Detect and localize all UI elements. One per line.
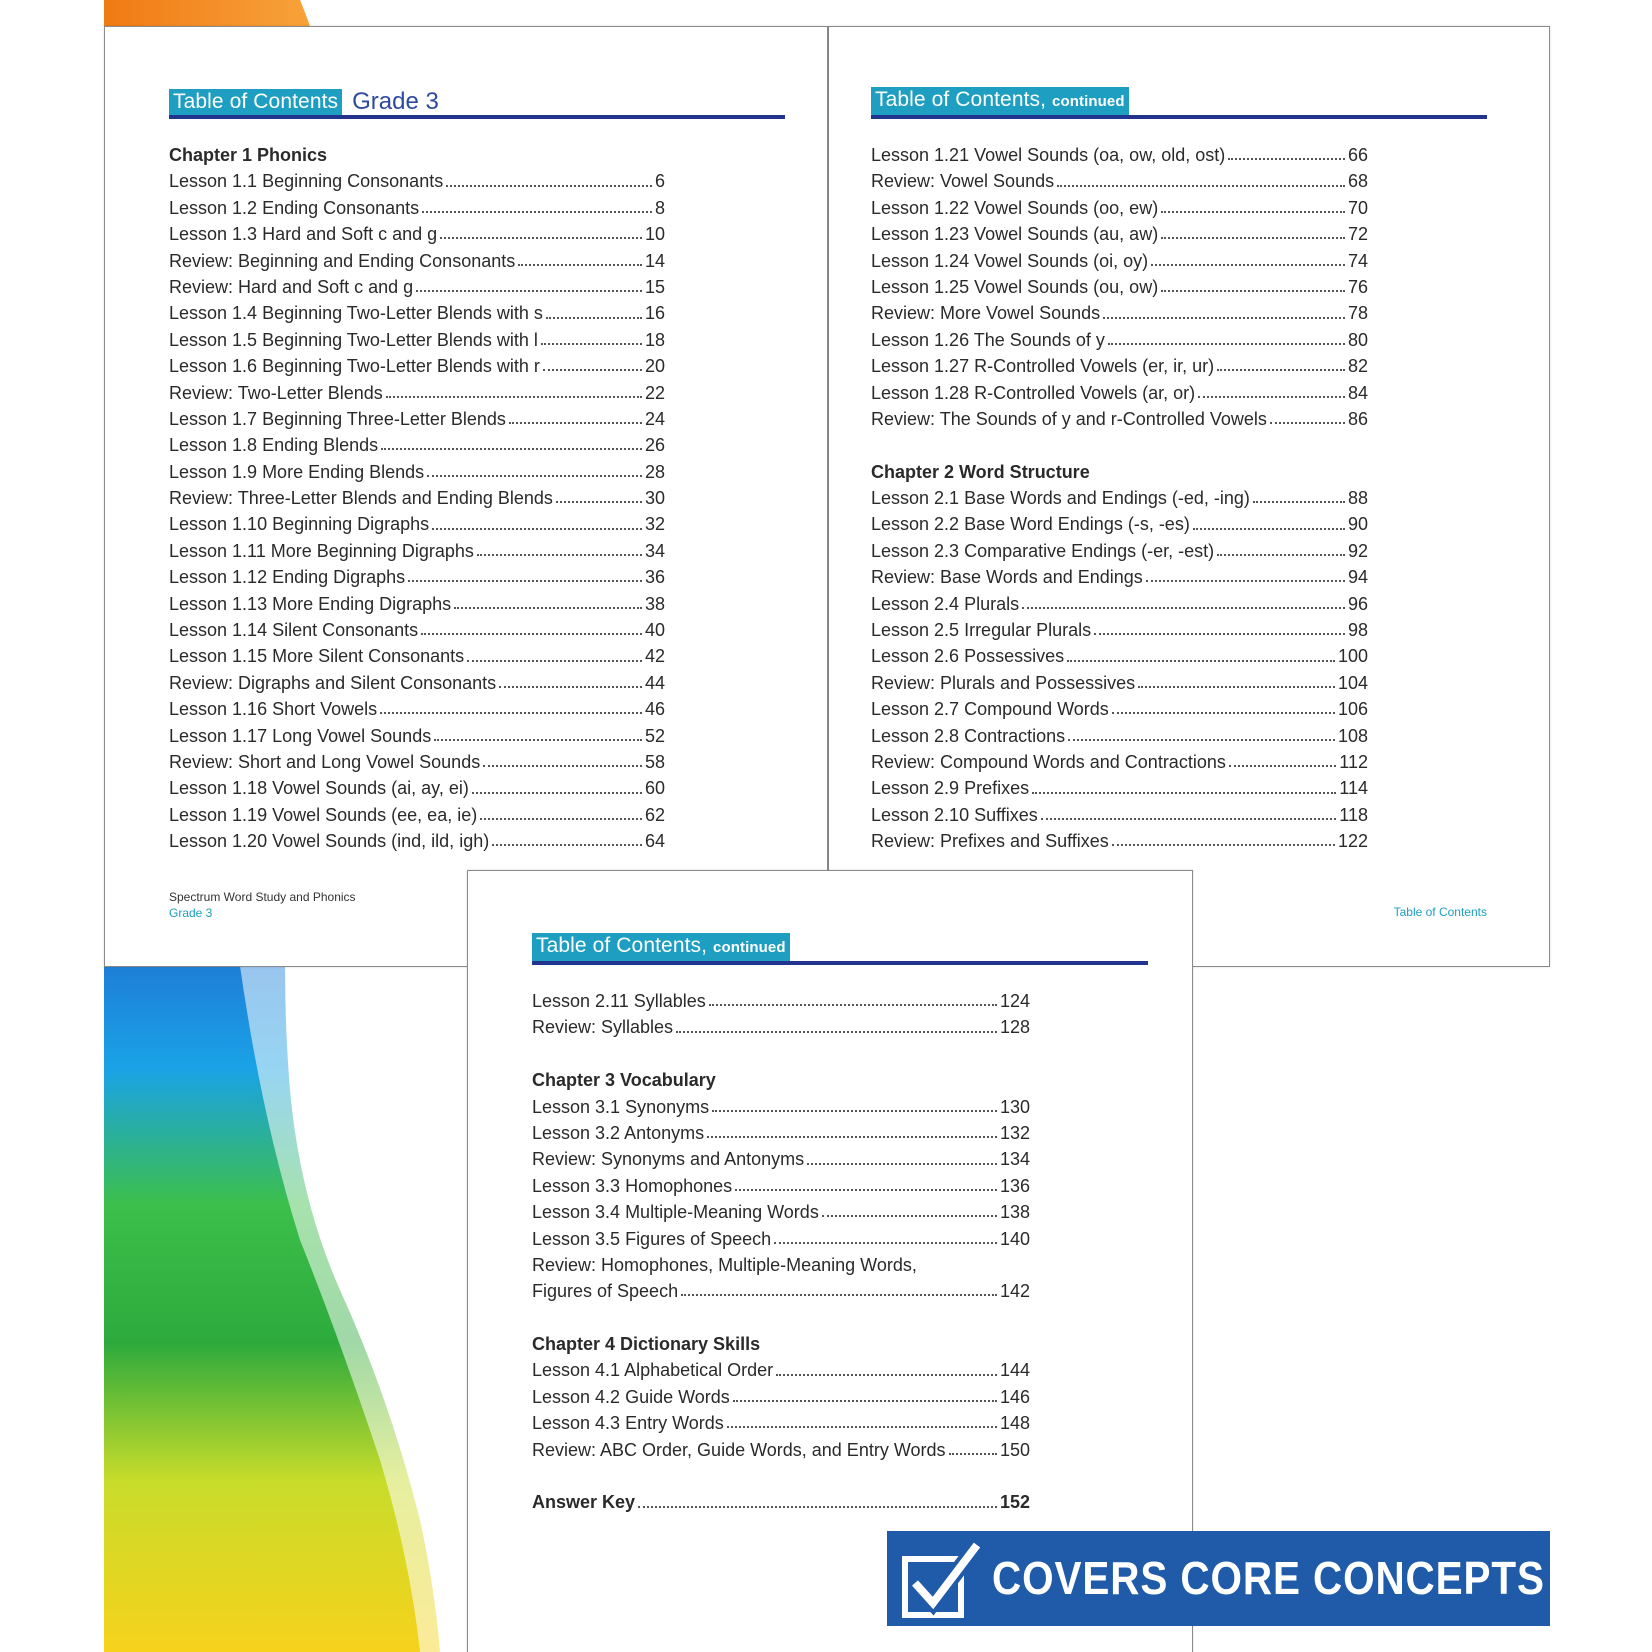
toc-entry: [169, 353, 665, 379]
dot-leader: [421, 633, 642, 635]
toc-entry: [169, 168, 665, 194]
toc-heading-chip: [871, 87, 1129, 115]
toc-heading-continued: [532, 934, 1148, 965]
toc-page-number: 108: [1337, 725, 1368, 746]
dot-leader: [681, 1294, 997, 1296]
toc-entry-label: Review: Compound Words and Contractions: [871, 751, 1226, 772]
toc-page-number: 90: [1347, 514, 1368, 535]
toc-entry-label: Lesson 1.14 Silent Consonants: [169, 620, 419, 641]
toc-entry-label: Lesson 1.19 Vowel Sounds (ee, ea, ie): [169, 804, 478, 825]
toc-page-left: [104, 26, 828, 967]
chapter-heading: [871, 459, 1368, 485]
dot-leader: [776, 1374, 997, 1376]
toc-entry: [169, 248, 665, 274]
toc-entry-label: Lesson 2.11 Syllables: [532, 991, 706, 1011]
toc-entry-label: Chapter 4 Dictionary Skills: [532, 1334, 761, 1355]
toc-page-number: 15: [644, 276, 665, 297]
toc-page-number: 100: [1337, 646, 1368, 667]
toc-entry-label: Lesson 1.17 Long Vowel Sounds: [169, 725, 432, 746]
dot-leader: [1161, 237, 1345, 239]
toc-page-number: 150: [999, 1439, 1030, 1460]
toc-entry: [871, 723, 1368, 749]
dot-leader: [1138, 686, 1335, 688]
toc-entry: [871, 327, 1368, 353]
toc-entry-label: Lesson 1.1 Beginning Consonants: [169, 171, 444, 192]
toc-entry-label: Lesson 4.2 Guide Words: [532, 1386, 730, 1407]
toc-entry-label: Lesson 3.1 Synonyms: [532, 1096, 710, 1117]
toc-page-number: 64: [644, 831, 665, 852]
toc-entry: [169, 723, 665, 749]
toc-entry: [169, 327, 665, 353]
dot-leader: [1217, 369, 1345, 371]
dot-leader: [676, 1031, 997, 1033]
toc-entry: [169, 617, 665, 643]
dot-leader: [467, 660, 642, 662]
dot-leader: [446, 185, 652, 187]
dot-leader: [638, 1506, 997, 1508]
dot-leader: [408, 580, 642, 582]
toc-entry: [871, 564, 1368, 590]
dot-leader: [483, 765, 642, 767]
toc-page-number: 148: [999, 1413, 1030, 1434]
toc-entry: [169, 538, 665, 564]
toc-entry-label: Lesson 4.1 Alphabetical Order: [532, 1360, 774, 1381]
covers-core-concepts-badge: [887, 1531, 1550, 1626]
toc-entry: [871, 828, 1368, 854]
dot-leader: [1103, 317, 1345, 319]
toc-page-number: 124: [999, 991, 1030, 1011]
toc-entry-label: Lesson 1.10 Beginning Digraphs: [169, 514, 430, 535]
dot-leader: [1112, 844, 1335, 846]
section-spacer: [532, 1305, 1030, 1331]
toc-page-number: 80: [1347, 329, 1368, 350]
toc-entry: [871, 353, 1368, 379]
toc-entry: [169, 300, 665, 326]
toc-entry: [169, 696, 665, 722]
toc-page-number: 112: [1339, 751, 1368, 772]
toc-entry-label: Review: ABC Order, Guide Words, and Entry Words: [532, 1439, 946, 1460]
dot-leader: [543, 369, 642, 371]
toc-page-number: 58: [644, 751, 665, 772]
toc-entry: [532, 1014, 1030, 1040]
toc-page-number: 98: [1347, 620, 1368, 641]
toc-entry-label: Lesson 1.25 Vowel Sounds (ou, ow): [871, 276, 1159, 297]
toc-page-number: 96: [1347, 593, 1368, 614]
toc-list-left: [169, 142, 665, 855]
toc-page-number: 138: [999, 1202, 1030, 1223]
dot-leader: [416, 290, 642, 292]
toc-heading-chip: Table of Contents: [169, 89, 342, 115]
toc-entry: [871, 485, 1368, 511]
toc-page-number: 106: [1337, 699, 1368, 720]
dot-leader: [1217, 554, 1345, 556]
toc-entry: [169, 591, 665, 617]
toc-entry-label: Lesson 1.26 The Sounds of y: [871, 329, 1105, 350]
dot-leader: [1151, 264, 1345, 266]
toc-entry: [871, 538, 1368, 564]
toc-entry: [871, 380, 1368, 406]
toc-entry-label: Lesson 1.12 Ending Digraphs: [169, 567, 406, 588]
dot-leader: [707, 1136, 997, 1138]
toc-entry: [169, 459, 665, 485]
toc-entry-label: Review: Digraphs and Silent Consonants: [169, 672, 497, 693]
toc-page-number: 26: [644, 435, 665, 456]
toc-entry-label: Lesson 1.27 R-Controlled Vowels (er, ir, ur): [871, 356, 1215, 377]
continued-label: continued: [713, 939, 786, 956]
toc-entry-label: Review: Plurals and Possessives: [871, 672, 1136, 693]
dot-leader: [709, 1004, 997, 1006]
dot-leader: [1229, 765, 1336, 767]
toc-page-number: 16: [644, 303, 665, 324]
toc-entry: [871, 300, 1368, 326]
toc-entry-label: Review: Short and Long Vowel Sounds: [169, 751, 481, 772]
dot-leader: [386, 396, 642, 398]
toc-entry-label: Review: Two-Letter Blends: [169, 382, 383, 403]
answer-key-entry: [532, 1489, 1030, 1515]
toc-entry: [871, 617, 1368, 643]
dot-leader: [1161, 290, 1345, 292]
toc-heading-text: Table of Contents,: [875, 88, 1047, 111]
toc-page-number: 42: [644, 646, 665, 667]
toc-page-number: 38: [644, 593, 665, 614]
dot-leader: [492, 844, 642, 846]
toc-page-number: 66: [1347, 145, 1368, 165]
dot-leader: [381, 448, 642, 450]
toc-page-number: 62: [644, 804, 665, 825]
toc-entry: [532, 1357, 1030, 1383]
toc-entry: [169, 828, 665, 854]
toc-list-bottom: [532, 988, 1030, 1516]
dot-leader: [1068, 739, 1335, 741]
toc-entry-label: Lesson 1.24 Vowel Sounds (oi, oy): [871, 250, 1149, 271]
dot-leader: [1041, 818, 1337, 820]
toc-entry-label: Lesson 1.15 More Silent Consonants: [169, 646, 465, 667]
checkmark-icon: [901, 1539, 983, 1619]
continued-label: continued: [1052, 93, 1125, 110]
toc-entry: [169, 432, 665, 458]
toc-page-number: 92: [1347, 540, 1368, 561]
dot-leader: [1270, 422, 1345, 424]
toc-entry-label: Lesson 2.1 Base Words and Endings (-ed, -ing): [871, 488, 1250, 509]
toc-entry-label: Lesson 3.5 Figures of Speech: [532, 1228, 772, 1249]
toc-entry-label: Review: Three-Letter Blends and Ending Blends: [169, 488, 553, 509]
toc-entry: [532, 988, 1030, 1014]
toc-entry: [169, 802, 665, 828]
toc-entry-label: Lesson 1.2 Ending Consonants: [169, 197, 420, 218]
dot-leader: [440, 237, 642, 239]
toc-entry: [532, 1384, 1030, 1410]
toc-entry: [871, 221, 1368, 247]
footer-book-title: Spectrum Word Study and Phonics: [169, 890, 356, 904]
section-spacer: [532, 1463, 1030, 1489]
toc-entry: [871, 248, 1368, 274]
toc-page-number: 88: [1347, 488, 1368, 509]
dot-leader: [807, 1163, 997, 1165]
toc-page-number: 84: [1347, 382, 1368, 403]
toc-entry-label: Chapter 1 Phonics: [169, 145, 328, 165]
toc-entry: [169, 274, 665, 300]
toc-page-number: 46: [644, 699, 665, 720]
toc-entry: [871, 591, 1368, 617]
toc-entry: [169, 221, 665, 247]
toc-entry-label: Lesson 2.3 Comparative Endings (-er, -est): [871, 540, 1215, 561]
toc-entry: [532, 1094, 1030, 1120]
toc-page-number: 118: [1339, 804, 1368, 825]
toc-page-number: 32: [644, 514, 665, 535]
toc-entry-label: Lesson 2.5 Irregular Plurals: [871, 620, 1092, 641]
toc-page-number: 130: [999, 1096, 1030, 1117]
page-footer: [169, 889, 356, 921]
dot-leader: [518, 264, 642, 266]
toc-entry-label: Lesson 1.6 Beginning Two-Letter Blends with r: [169, 356, 540, 377]
toc-entry: [532, 1173, 1030, 1199]
toc-page-number: 28: [644, 461, 665, 482]
toc-grade-label: Grade 3: [352, 88, 439, 115]
dot-leader: [1198, 396, 1345, 398]
toc-page-number: 82: [1347, 356, 1368, 377]
toc-entry: [871, 406, 1368, 432]
dot-leader: [477, 554, 642, 556]
dot-leader: [735, 1189, 997, 1191]
chapter-heading: [532, 1067, 1030, 1093]
toc-page-number: 104: [1337, 672, 1368, 693]
toc-page-number: 72: [1347, 224, 1368, 245]
toc-entry: [532, 1437, 1030, 1463]
toc-entry-label: Lesson 1.8 Ending Blends: [169, 435, 379, 456]
toc-entry: [169, 485, 665, 511]
toc-entry: [169, 406, 665, 432]
toc-entry: [871, 749, 1368, 775]
chapter-heading: [169, 142, 665, 168]
dot-leader: [432, 528, 642, 530]
toc-page-right: [828, 26, 1550, 967]
toc-entry-label: Lesson 1.21 Vowel Sounds (oa, ow, old, ost): [871, 145, 1226, 165]
dot-leader: [1032, 792, 1336, 794]
toc-entry-label: Lesson 2.7 Compound Words: [871, 699, 1109, 720]
toc-page-number: 36: [644, 567, 665, 588]
toc-entry-label: Chapter 3 Vocabulary: [532, 1070, 716, 1091]
toc-entry-label: Lesson 3.2 Antonyms: [532, 1122, 705, 1143]
dot-leader: [949, 1453, 997, 1455]
toc-entry: [871, 643, 1368, 669]
toc-heading: [169, 88, 785, 119]
toc-page-number: 136: [999, 1175, 1030, 1196]
toc-entry-label: Review: More Vowel Sounds: [871, 303, 1101, 324]
toc-entry: [532, 1226, 1030, 1252]
section-spacer: [532, 1041, 1030, 1067]
toc-page-number: 122: [1337, 831, 1368, 852]
toc-page-number: 24: [644, 408, 665, 429]
dot-leader: [774, 1242, 997, 1244]
toc-entry-label: Lesson 2.8 Contractions: [871, 725, 1066, 746]
dot-leader: [541, 343, 642, 345]
dot-leader: [434, 739, 642, 741]
toc-entry: [169, 511, 665, 537]
toc-page-number: 74: [1347, 250, 1368, 271]
dot-leader: [1193, 528, 1345, 530]
toc-entry-label: Lesson 1.28 R-Controlled Vowels (ar, or): [871, 382, 1196, 403]
toc-entry-label: Review: Synonyms and Antonyms: [532, 1149, 805, 1170]
toc-entry: [169, 195, 665, 221]
toc-entry-label: Review: Beginning and Ending Consonants: [169, 250, 516, 271]
toc-entry: [871, 802, 1368, 828]
dot-leader: [1057, 185, 1345, 187]
toc-entry: [871, 168, 1368, 194]
dot-leader: [380, 712, 642, 714]
toc-page-number: 76: [1347, 276, 1368, 297]
toc-page-number: 6: [654, 171, 665, 192]
toc-entry-label: Figures of Speech: [532, 1281, 679, 1302]
dot-leader: [1146, 580, 1345, 582]
toc-entry: [871, 775, 1368, 801]
toc-page-number: 128: [999, 1017, 1030, 1038]
toc-entry-label: Lesson 1.18 Vowel Sounds (ai, ay, ei): [169, 778, 469, 799]
toc-page-number: 8: [654, 197, 665, 218]
toc-entry-label: Lesson 1.22 Vowel Sounds (oo, ew): [871, 197, 1159, 218]
dot-leader: [1108, 343, 1345, 345]
toc-entry-label: Answer Key: [532, 1492, 636, 1513]
toc-page-number: 152: [999, 1492, 1030, 1513]
dot-leader: [733, 1400, 997, 1402]
section-spacer: [871, 432, 1368, 458]
toc-entry-label: Lesson 1.16 Short Vowels: [169, 699, 378, 720]
toc-list-right: [871, 142, 1368, 855]
toc-entry-label: Lesson 1.23 Vowel Sounds (au, aw): [871, 224, 1159, 245]
toc-page-number: 114: [1339, 778, 1368, 799]
dot-leader: [1112, 712, 1335, 714]
toc-entry: [169, 380, 665, 406]
toc-entry: [871, 511, 1368, 537]
dot-leader: [822, 1215, 997, 1217]
dot-leader: [727, 1426, 997, 1428]
toc-page-number: 52: [644, 725, 665, 746]
dot-leader: [427, 475, 642, 477]
toc-heading-chip: [532, 933, 790, 961]
toc-entry-label: Lesson 2.2 Base Word Endings (-s, -es): [871, 514, 1190, 535]
toc-entry-label: Lesson 1.9 More Ending Blends: [169, 461, 425, 482]
toc-entry-label: Lesson 1.4 Beginning Two-Letter Blends with s: [169, 303, 543, 324]
toc-entry-label: Review: Base Words and Endings: [871, 567, 1143, 588]
chapter-heading: [532, 1331, 1030, 1357]
toc-entry-label: Lesson 2.9 Prefixes: [871, 778, 1030, 799]
toc-entry: [532, 1199, 1030, 1225]
dot-leader: [454, 607, 642, 609]
toc-page-number: 14: [644, 250, 665, 271]
toc-page-number: 144: [999, 1360, 1030, 1381]
toc-entry-label: Review: Hard and Soft c and g: [169, 276, 414, 297]
toc-page-number: 30: [644, 488, 665, 509]
toc-entry: [871, 142, 1368, 168]
toc-entry: [532, 1120, 1030, 1146]
toc-entry-label: Lesson 1.5 Beginning Two-Letter Blends with l: [169, 329, 538, 350]
dot-leader: [422, 211, 652, 213]
dot-leader: [472, 792, 642, 794]
toc-entry: [871, 670, 1368, 696]
badge-text: COVERS CORE CONCEPTS: [992, 1552, 1545, 1604]
toc-entry-label: Review: Prefixes and Suffixes: [871, 831, 1109, 852]
dot-leader: [1094, 633, 1345, 635]
toc-entry: [532, 1410, 1030, 1436]
toc-entry: [169, 749, 665, 775]
toc-entry-label: Lesson 1.11 More Beginning Digraphs: [169, 540, 474, 561]
dot-leader: [556, 501, 642, 503]
toc-entry-label: Lesson 1.13 More Ending Digraphs: [169, 593, 452, 614]
toc-entry: [871, 195, 1368, 221]
toc-entry-label: Lesson 2.6 Possessives: [871, 646, 1065, 667]
dot-leader: [1161, 211, 1345, 213]
toc-page-number: 70: [1347, 197, 1368, 218]
toc-page-number: 132: [999, 1122, 1030, 1143]
toc-entry: [169, 643, 665, 669]
toc-page-number: 140: [999, 1228, 1030, 1249]
toc-page-number: 68: [1347, 171, 1368, 192]
toc-entry-label: Review: Homophones, Multiple-Meaning Words,: [532, 1254, 917, 1275]
toc-heading-continued: [871, 88, 1487, 119]
toc-page-number: 22: [644, 382, 665, 403]
toc-entry-label: Lesson 4.3 Entry Words: [532, 1413, 724, 1434]
toc-page-number: 34: [644, 540, 665, 561]
toc-page-number: 18: [644, 329, 665, 350]
toc-entry: [871, 696, 1368, 722]
toc-page-number: 60: [644, 778, 665, 799]
dot-leader: [480, 818, 642, 820]
toc-entry: [532, 1252, 1030, 1278]
toc-page-number: 10: [644, 224, 665, 245]
toc-entry-label: Review: Syllables: [532, 1017, 674, 1038]
dot-leader: [1067, 660, 1335, 662]
dot-leader: [509, 422, 642, 424]
toc-entry: [532, 1146, 1030, 1172]
toc-entry-label: Lesson 1.20 Vowel Sounds (ind, ild, igh): [169, 831, 490, 852]
toc-entry: [169, 670, 665, 696]
toc-page-number: 134: [999, 1149, 1030, 1170]
toc-page-number: 142: [999, 1281, 1030, 1302]
toc-entry-label: Lesson 2.10 Suffixes: [871, 804, 1038, 825]
dot-leader: [712, 1110, 997, 1112]
toc-entry: [871, 274, 1368, 300]
toc-entry: [169, 564, 665, 590]
toc-page-number: 146: [999, 1386, 1030, 1407]
toc-page-number: 86: [1347, 408, 1368, 429]
dot-leader: [546, 317, 642, 319]
toc-heading-text: Table of Contents,: [536, 934, 708, 957]
toc-entry-label: Lesson 1.7 Beginning Three-Letter Blends: [169, 408, 506, 429]
dot-leader: [499, 686, 642, 688]
footer-grade: Grade 3: [169, 906, 213, 920]
dot-leader: [1022, 607, 1345, 609]
footer-section-label: Table of Contents: [1393, 905, 1487, 919]
dot-leader: [1253, 501, 1345, 503]
toc-entry-label: Chapter 2 Word Structure: [871, 461, 1090, 482]
toc-page-number: 78: [1347, 303, 1368, 324]
toc-entry-label: Lesson 2.4 Plurals: [871, 593, 1020, 614]
toc-page-number: 40: [644, 620, 665, 641]
toc-entry-label: Lesson 1.3 Hard and Soft c and g: [169, 224, 438, 245]
toc-entry: [169, 775, 665, 801]
toc-page-number: 44: [644, 672, 665, 693]
toc-entry-label: Lesson 3.4 Multiple-Meaning Words: [532, 1202, 819, 1223]
toc-entry-label: Review: Vowel Sounds: [871, 171, 1055, 192]
toc-page-number: 94: [1347, 567, 1368, 588]
toc-page-number: 20: [644, 356, 665, 377]
toc-entry-label: Review: The Sounds of y and r-Controlled Vowels: [871, 408, 1267, 429]
toc-entry-label: Lesson 3.3 Homophones: [532, 1175, 733, 1196]
toc-entry: [532, 1278, 1030, 1304]
dot-leader: [1228, 158, 1345, 160]
